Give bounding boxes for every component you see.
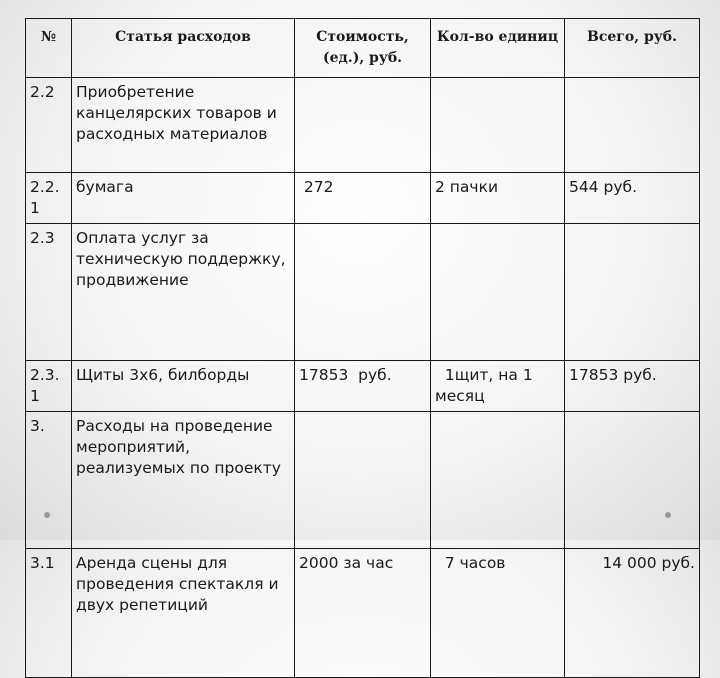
- cell-number: 3.: [26, 412, 72, 549]
- cell-total: 14 000 руб.: [565, 549, 700, 678]
- cell-quantity: [431, 78, 565, 173]
- table-row: [26, 78, 700, 173]
- cell-quantity: 2 пачки: [431, 173, 565, 224]
- header-expense-item: Статья расходов: [72, 19, 295, 78]
- header-total: Всего, руб.: [565, 19, 700, 78]
- cell-total: [565, 78, 700, 173]
- cell-number: 2.3. 1: [26, 361, 72, 412]
- cell-unit-cost: 2000 за час: [295, 549, 431, 678]
- header-number: №: [26, 19, 72, 78]
- cell-expense-item: Расходы на проведение мероприятий, реализуемых по проекту: [72, 412, 295, 549]
- table-row: [26, 412, 700, 549]
- cell-unit-cost: [295, 78, 431, 173]
- cell-number: 2.2: [26, 78, 72, 173]
- budget-table-container: [25, 18, 699, 614]
- cell-expense-item: Щиты 3х6, билборды: [72, 361, 295, 412]
- slide-decoration-dot-left: [44, 512, 50, 518]
- table-row: [26, 173, 700, 224]
- budget-table: [25, 18, 700, 678]
- cell-unit-cost: 17853 руб.: [295, 361, 431, 412]
- header-quantity: Кол-во единиц: [431, 19, 565, 78]
- cell-quantity: 7 часов: [431, 549, 565, 678]
- cell-quantity: 1щит, на 1 месяц: [431, 361, 565, 412]
- slide-decoration-dot-right: [665, 512, 671, 518]
- cell-quantity: [431, 412, 565, 549]
- cell-number: 3.1: [26, 549, 72, 678]
- cell-expense-item: бумага: [72, 173, 295, 224]
- cell-total: 544 руб.: [565, 173, 700, 224]
- table-row: [26, 224, 700, 361]
- cell-total: [565, 224, 700, 361]
- cell-unit-cost: 272: [295, 173, 431, 224]
- table-header-row: [26, 19, 700, 78]
- cell-expense-item: Аренда сцены для проведения спектакля и двух репетиций: [72, 549, 295, 678]
- cell-quantity: [431, 224, 565, 361]
- cell-expense-item: Приобретение канцелярских товаров и расходных материалов: [72, 78, 295, 173]
- table-row: [26, 549, 700, 678]
- header-unit-cost: Стоимость, (ед.), руб.: [295, 19, 431, 78]
- cell-number: 2.2. 1: [26, 173, 72, 224]
- table-row: [26, 361, 700, 412]
- cell-total: 17853 руб.: [565, 361, 700, 412]
- cell-expense-item: Оплата услуг за техническую поддержку, продвижение: [72, 224, 295, 361]
- cell-unit-cost: [295, 412, 431, 549]
- cell-unit-cost: [295, 224, 431, 361]
- cell-total: [565, 412, 700, 549]
- cell-number: 2.3: [26, 224, 72, 361]
